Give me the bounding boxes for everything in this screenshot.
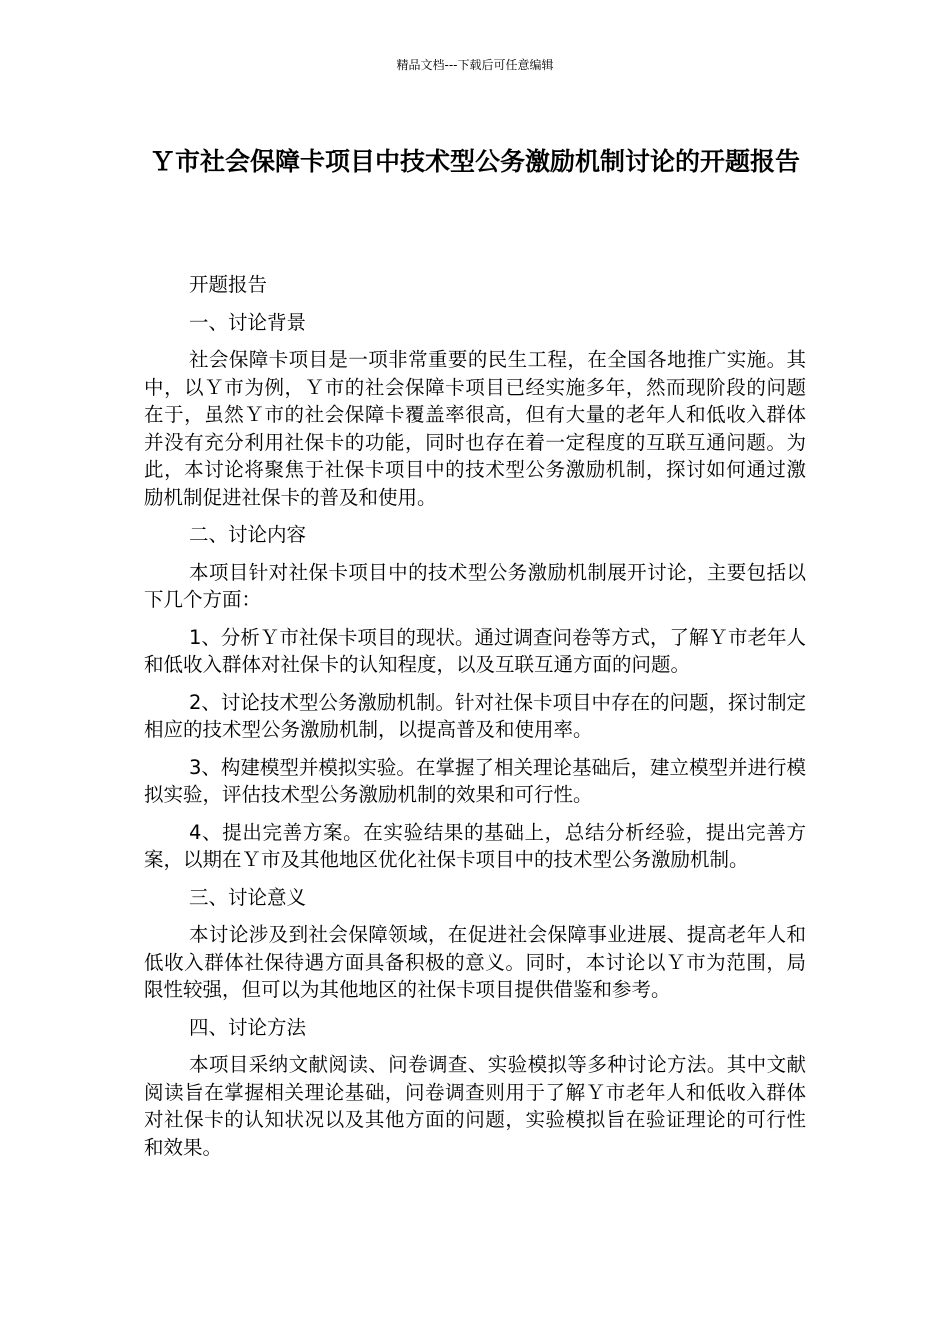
section-heading-method: 四、讨论方法 bbox=[189, 1015, 307, 1039]
report-label: 开题报告 bbox=[189, 273, 268, 296]
paragraph-method: 本项目采纳文献阅读、问卷调查、实验模拟等多种讨论方法。其中文献阅读旨在掌握相关理论基础，问卷调查则用于了解Ｙ市老年人和低收入群体对社保卡的认知状况以及其他方面的问题，实验模拟旨在验证理论的可行性和效果。 bbox=[144, 1053, 806, 1159]
list-item-content-1: 1、分析Ｙ市社保卡项目的现状。通过调查问卷等方式，了解Ｙ市老年人和低收入群体对社保卡的认知程度，以及互联互通方面的问题。 bbox=[144, 625, 806, 676]
document-body bbox=[144, 271, 806, 1171]
page-header-note: 精品文档---下载后可任意编辑 bbox=[396, 58, 554, 72]
paragraph-content-intro: 本项目针对社保卡项目中的技术型公务激励机制展开讨论，主要包括以下几个方面： bbox=[144, 560, 806, 611]
list-item-content-4: 4、提出完善方案。在实验结果的基础上，总结分析经验，提出完善方案，以期在Ｙ市及其他地区优化社保卡项目中的技术型公务激励机制。 bbox=[144, 820, 806, 871]
section-heading-content: 二、讨论内容 bbox=[189, 523, 307, 546]
document-title: Ｙ市社会保障卡项目中技术型公务激励机制讨论的开题报告 bbox=[149, 147, 800, 176]
paragraph-significance: 本讨论涉及到社会保障领域，在促进社会保障事业进展、提高老年人和低收入群体社保待遇方面具备积极的意义。同时，本讨论以Ｙ市为范围，局限性较强，但可以为其他地区的社保卡项目提供借鉴和参考。 bbox=[144, 923, 806, 1001]
list-item-content-3: 3、构建模型并模拟实验。在掌握了相关理论基础后，建立模型并进行模拟实验，评估技术型公务激励机制的效果和可行性。 bbox=[144, 755, 806, 806]
list-item-content-2: 2、讨论技术型公务激励机制。针对社保卡项目中存在的问题，探讨制定相应的技术型公务激励机制，以提高普及和使用率。 bbox=[144, 690, 806, 741]
paragraph-background: 社会保障卡项目是一项非常重要的民生工程，在全国各地推广实施。其中，以Ｙ市为例，Ｙ市的社会保障卡项目已经实施多年，然而现阶段的问题在于，虽然Ｙ市的社会保障卡覆盖率很高，但有大量的老年人和低收入群体并没有充分利用社保卡的功能，同时也存在着一定程度的互联互通问题。为此，本讨论将聚焦于社保卡项目中的技术型公务激励机制，探讨如何通过激励机制促进社保卡的普及和使用。 bbox=[144, 348, 806, 509]
section-heading-significance: 三、讨论意义 bbox=[189, 885, 307, 909]
section-heading-background: 一、讨论背景 bbox=[189, 310, 307, 334]
